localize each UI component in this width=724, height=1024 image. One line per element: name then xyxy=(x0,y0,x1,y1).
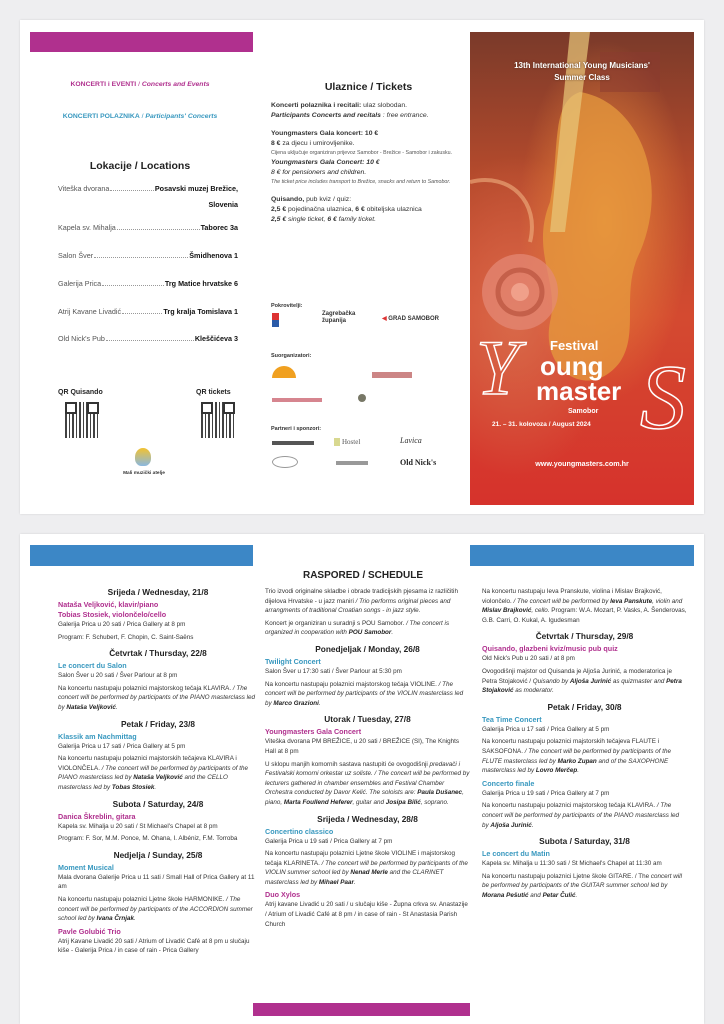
magenta-footer-bar xyxy=(253,1003,470,1016)
location-row xyxy=(58,279,238,288)
performer-name: Aljoša Jurinić xyxy=(569,677,612,685)
event-description xyxy=(265,737,470,756)
text-segment: Na koncertu nastupaju polaznici Ljetne škole GITARE. / The xyxy=(482,872,651,880)
event-description xyxy=(58,742,258,752)
performer-name: Nenad Merle xyxy=(350,869,388,877)
text-segment: predavači i Festivalski komorni orkestar uz soliste. / The concert will be performed by lecturers gathered in chamber ensembles and Festival Chamber Orchestra conducted by Davor Kelić. The soloists are: xyxy=(265,760,470,797)
text-segment: . xyxy=(531,821,534,829)
text-segment: / The concert will be performed by participants of the PIANO masterclass led by xyxy=(58,684,256,711)
coorganizer-logo-icon xyxy=(372,372,412,378)
location-address: Kleščićeva 3 xyxy=(194,334,238,343)
performer-name: Paula Dušanec xyxy=(417,789,463,797)
logo-script-y: Y xyxy=(476,324,520,411)
leader-dots xyxy=(102,285,164,286)
price: 6 € xyxy=(327,216,337,223)
text-segment: Galerija Prica u 19 sati / Prica Gallery at 7 pm xyxy=(265,837,393,845)
text-segment: Mala dvorana Galerije Prica u 11 sati / Small Hall of Prica Gallery at 11 am xyxy=(58,873,255,891)
event-description xyxy=(482,789,687,799)
qr-quisando-label: QR Quisando xyxy=(58,389,103,396)
qr-tickets-label: QR tickets xyxy=(196,389,231,396)
text-segment: Old Nick's Pub u 20 sati / at 8 pm xyxy=(482,655,575,663)
text-segment: Na koncertu nastupaju polaznici majstorskog tečaja KLAVIRA. xyxy=(58,684,233,692)
event-title: Le concert du Matin xyxy=(482,849,550,859)
day-heading: Petak / Friday, 23/8 xyxy=(120,718,196,729)
event-title: Le concert du Salon xyxy=(58,661,127,671)
cover-dates: 21. – 31. kolovoza / August 2024 xyxy=(492,421,591,428)
event-description xyxy=(58,684,258,713)
event-description xyxy=(482,737,687,775)
day-heading: Nedjelja / Sunday, 25/8 xyxy=(113,849,203,860)
price-text: obiteljska ulaznica xyxy=(364,206,422,213)
performer-name: Marco Grazioni xyxy=(273,699,319,707)
price-text: pojedinačna ulaznica, xyxy=(286,206,356,213)
text-segment: / The concert will be performed by participants of the ACCORDION summer school led by xyxy=(58,895,253,923)
hostel-logo: Hostel xyxy=(334,438,360,446)
day-heading: Četvrtak / Thursday, 22/8 xyxy=(109,648,207,659)
locations-title: Lokacije / Locations xyxy=(89,160,191,172)
event-description xyxy=(482,801,687,830)
old-nicks-logo: Old Nick's xyxy=(400,458,437,467)
text-segment: Program: F. Schubert, F. Chopin, C. Saint-Saëns xyxy=(58,633,194,641)
text-segment: and of the SAXOPHONE masterclass led by xyxy=(482,757,669,775)
event-description xyxy=(482,725,687,735)
cover-city: Samobor xyxy=(568,408,599,415)
location-name: Atrij Kavane Livadić xyxy=(58,307,122,316)
legend-participants-label: KONCERTI POLAZNIKA xyxy=(62,113,140,120)
event-title: Youngmasters Gala Concert xyxy=(265,727,362,737)
tickets-title: Ulaznice / Tickets xyxy=(324,81,413,93)
event-title: Nataša Veljković, klavir/piano xyxy=(58,600,159,609)
text-segment: , piano, xyxy=(265,789,464,806)
text-segment: Na koncertu nastupaju polaznici Ljetne škole VIOLINE i majstorskog tečaja KLARINETA. xyxy=(265,850,456,867)
text-segment: , guitar and xyxy=(352,798,386,806)
samobor-logo-icon: ◀ xyxy=(382,316,387,322)
text-segment: as quizmaster and xyxy=(611,677,667,685)
cover-panel xyxy=(470,32,694,505)
text-segment: and the CLARINET masterclass led by xyxy=(265,869,444,886)
event-description xyxy=(58,754,258,792)
location-row xyxy=(58,251,238,260)
text-segment: . xyxy=(575,891,578,899)
sponsors-patrons-label: Pokrovitelji: xyxy=(271,303,303,309)
day-heading: Srijeda / Wednesday, 28/8 xyxy=(317,813,418,824)
text-segment: Na koncertu nastupaju polaznici majstorskih tečajeva KLAVIRA i VIOLONČELA. xyxy=(58,755,237,772)
performer-name: Morana Pešutić xyxy=(482,891,529,899)
event-title: Klassik am Nachmittag xyxy=(58,731,137,741)
location-address: Posavski muzej Brežice, xyxy=(154,184,238,193)
grad-samobor-logo: GRAD SAMOBOR xyxy=(388,316,439,322)
day-heading: Petak / Friday, 30/8 xyxy=(547,701,622,712)
text-segment: . xyxy=(318,699,321,707)
performer-name: Marko Zupan xyxy=(557,757,597,765)
event-description xyxy=(265,587,470,616)
legend-participants: KONCERTI POLAZNIKA / Participants' Concerts xyxy=(62,113,218,120)
schedule-column-2 xyxy=(265,587,470,932)
text-segment: Na koncertu nastupaju polaznici Ljetne škole HARMONIKE. xyxy=(58,895,226,903)
cover-subtitle-line2: Summer Class xyxy=(554,73,610,82)
performer-name: Ivana Črnjak xyxy=(96,915,134,923)
event-title: Duo Xylos xyxy=(265,890,301,900)
text-segment: Galerija Prica u 17 sati / Prica Gallery at 5 pm xyxy=(58,742,186,750)
text-segment: / The concert is organized in cooperation with xyxy=(265,619,450,637)
text-segment: / The concert will be performed by participants of the VIOLIN summer school led by xyxy=(265,859,468,877)
schedule-title: RASPORED / SCHEDULE xyxy=(302,570,423,581)
text-segment: Viteška dvorana PM BREŽICE, u 20 sati / BREŽICE (SI), The Knights Hall at 8 pm xyxy=(265,738,459,755)
event-description xyxy=(265,837,470,847)
performer-name: Aljoša Jurinić xyxy=(490,821,532,829)
event-title: Tea Time Concert xyxy=(482,714,542,724)
location-name: Galerija Prica xyxy=(58,279,102,288)
qr-code-tickets[interactable] xyxy=(201,402,235,438)
location-name: Salon Šver xyxy=(58,251,94,260)
event-description xyxy=(58,671,258,681)
location-address-line2: Slovenia xyxy=(208,200,238,209)
price-text: family ticket. xyxy=(336,216,377,223)
leader-dots xyxy=(110,190,153,191)
coorganizer-logo-icon xyxy=(272,398,322,402)
text-segment: . xyxy=(133,915,136,923)
event-description xyxy=(58,834,258,844)
gala-price-en: Youngmasters Gala Concert: 10 € xyxy=(271,159,380,166)
location-address: Trg kralja Tomislava 1 xyxy=(163,307,238,316)
event-description xyxy=(265,849,470,887)
tickets-info xyxy=(271,101,466,225)
event-description xyxy=(58,620,258,630)
legend-events-label: KONCERTI i EVENTI xyxy=(70,81,137,88)
price: 2,5 € xyxy=(271,216,287,223)
event-title: Moment Musical xyxy=(58,862,114,872)
text-segment: Atrij kavane Livadić u 20 sati / u slučaju kiše - Župna crkva sv. Anastazije / Atrium of Livadić Café at 8 pm / in case of rain - St Anastasia Parish Church xyxy=(265,901,468,928)
text-segment: Quisando by xyxy=(532,677,570,685)
location-address: Taborec 3a xyxy=(200,223,238,232)
free-concerts-text: ulaz slobodan. xyxy=(361,102,408,109)
event-description xyxy=(265,619,470,638)
schedule-column-3 xyxy=(482,587,687,903)
magenta-header-bar xyxy=(30,32,253,52)
performer-name: Lovro Merčep xyxy=(535,767,578,775)
free-concerts-text-en: : free entrance. xyxy=(380,112,429,119)
sun-logo-icon xyxy=(272,366,296,378)
text-segment: / The concert will be performed by xyxy=(513,597,611,605)
blue-header-bar-left xyxy=(30,545,253,566)
leader-dots xyxy=(117,229,200,230)
text-segment: . xyxy=(115,703,118,711)
leader-dots xyxy=(94,257,188,258)
day-heading: Četvrtak / Thursday, 29/8 xyxy=(535,631,634,642)
event-description xyxy=(482,587,687,625)
performer-name: Mislav Brajković xyxy=(482,607,532,615)
gala-reduced-en: 8 € for pensioners and children. xyxy=(271,169,367,176)
event-title: Danica Škreblin, gitara xyxy=(58,811,136,821)
partner-logo-icon xyxy=(272,441,314,445)
text-segment: . xyxy=(391,629,394,637)
event-description xyxy=(265,900,470,929)
coorganizers-label: Suorganizatori: xyxy=(271,353,312,359)
quisando-label: Quisando, xyxy=(271,196,305,203)
event-title: Twilight Concert xyxy=(265,656,321,666)
event-description xyxy=(265,667,470,677)
location-name: Kapela sv. Mihalja xyxy=(58,223,116,232)
text-segment: as moderator. xyxy=(513,687,554,695)
text-segment: U sklopu manjih komornih sastava nastupiti će ovogodišnji xyxy=(265,760,430,768)
schedule-column-1 xyxy=(58,587,258,959)
text-segment: Na koncertu nastupaju polaznici majstorskih tečajeva FLAUTE i SAKSOFONA. xyxy=(482,738,660,755)
text-segment: . xyxy=(577,767,579,775)
event-description xyxy=(482,859,687,869)
text-segment: Galerija Prica u 20 sati / Prica Gallery at 8 pm xyxy=(58,621,186,628)
cover-subtitle-line1: 13th International Young Musicians' xyxy=(514,61,650,70)
performer-name: Petar Čulić xyxy=(542,891,576,899)
partners-label: Partneri i sponzori: xyxy=(271,426,322,432)
text-segment: / The concert will be performed by participants of the PIANO masterclass led by xyxy=(482,802,680,829)
text-segment: Salon Šver u 17:30 sati / Šver Parlour at 5:30 pm xyxy=(265,667,402,675)
event-description xyxy=(58,633,258,643)
performer-name: Josipa Bilić xyxy=(385,798,421,806)
text-segment: Kapela sv. Mihalja u 20 sati / St Michael's Chapel at 8 pm xyxy=(58,822,218,830)
brochure-outer-side xyxy=(20,20,704,514)
gala-reduced-text: za djecu i umirovljenike. xyxy=(280,140,355,147)
event-title: Concerto finale xyxy=(482,778,535,788)
event-description xyxy=(58,822,258,832)
text-segment: Atrij Kavane Livadić 20 sati / Atrium of Livadić Café at 8 pm u slučaju kiše - Galerija Prica / in case of rain - Prica Gallery xyxy=(58,937,250,955)
day-heading: Srijeda / Wednesday, 21/8 xyxy=(107,587,209,597)
day-heading: Subota / Saturday, 31/8 xyxy=(539,836,630,847)
event-title: Quisando, glazbeni kviz/music pub quiz xyxy=(482,644,618,654)
text-segment: and the CELLO masterclass led by xyxy=(58,774,228,791)
performer-name: Tobas Stosiek xyxy=(111,783,155,791)
text-segment: Kapela sv. Mihalja u 11:30 sati / St Michael's Chapel at 11:30 am xyxy=(482,860,662,868)
quisando-text: pub kviz / quiz: xyxy=(304,196,352,203)
mali-muzicki-atelje-logo-icon xyxy=(135,448,151,466)
website-link[interactable]: www.youngmasters.com.hr xyxy=(535,459,629,468)
brochure-inner-side xyxy=(20,534,704,1024)
event-title: Pavle Golubić Trio xyxy=(58,926,121,936)
text-segment: , cello. xyxy=(531,607,550,615)
lavica-logo: Lavica xyxy=(400,436,422,445)
text-segment: Na koncertu nastupaju Ieva Pranskute, violina i Mislav Brajković, violončelo. xyxy=(482,588,662,605)
event-description xyxy=(482,667,687,696)
day-heading: Utorak / Tuesday, 27/8 xyxy=(324,714,411,725)
performer-name: Petra Stojaković xyxy=(482,677,682,695)
partner-logo-icon xyxy=(336,461,368,465)
event-description xyxy=(58,937,258,956)
blue-header-bar-right xyxy=(470,545,694,566)
text-segment: Program: W.A. Mozart, P. Vasks, A. Šenderovas, G.B. Carri, O. Kukal, A. Igudesman xyxy=(482,607,687,624)
location-address: Šmidhenova 1 xyxy=(189,251,238,260)
text-segment: Na koncertu nastupaju polaznici majstorskog tečaja VIOLINE. xyxy=(265,680,439,688)
price-text: single ticket, xyxy=(286,216,328,223)
performer-name: Marta Foullend Heferer xyxy=(283,798,353,806)
free-concerts-label: Koncerti polaznika i recitali: xyxy=(271,102,362,109)
logo-master: master xyxy=(536,376,622,406)
text-segment: Na koncertu nastupaju polaznici majstorskog tečaja KLAVIRA. xyxy=(482,802,657,810)
performer-name: Mihael Paar xyxy=(318,878,354,886)
text-segment: / Trio performs original pieces and arrangments of traditional Croatian songs - in jazz style. xyxy=(265,597,451,615)
gala-price: Youngmasters Gala koncert: 10 € xyxy=(271,130,379,137)
leader-dots xyxy=(122,313,162,314)
day-heading: Subota / Saturday, 24/8 xyxy=(112,798,204,809)
text-segment: / The concert will be performed by participants of the VIOLIN masterclass led by xyxy=(265,680,464,707)
event-description xyxy=(482,872,687,901)
price: 6 € xyxy=(355,206,365,213)
free-concerts-label-en: Participants Concerts and recitals xyxy=(271,112,381,119)
event-description xyxy=(58,873,258,892)
event-description xyxy=(482,654,687,664)
location-name: Viteška dvorana xyxy=(58,184,110,193)
gala-note-en: The ticket price includes transport to Brežice, snacks and return to Samobor. xyxy=(271,179,451,185)
text-segment: Trio izvodi originalne skladbe i obrade tradicijskih pjesama iz različitih dijelova Hrvatske - u jazz maniri xyxy=(265,588,458,605)
gala-reduced-price: 8 € xyxy=(271,140,281,147)
text-segment: Ovogodišnji majstor od Quisanda je Aljoša Jurinić, a moderatorica je Petra Stojaković / xyxy=(482,667,673,685)
event-description xyxy=(265,680,470,709)
logo-script-s: S xyxy=(640,346,686,448)
legend-events: KONCERTI i EVENTI / Concerts and Events xyxy=(70,81,210,88)
partner-logo-icon xyxy=(272,456,298,468)
event-title: Concertino classico xyxy=(265,826,334,836)
gala-note: Cijena uključuje organiziran prijevoz Samobor - Brežice - Samobor i zakusku. xyxy=(271,150,453,156)
text-segment: Galerija Prica u 17 sati / Prica Gallery at 5 pm xyxy=(482,725,610,733)
text-segment: Koncert je organiziran u suradnji s POU Samobor. xyxy=(265,619,407,627)
event-description xyxy=(265,760,470,808)
legend-participants-en: Participants' Concerts xyxy=(145,113,218,120)
text-segment: and xyxy=(528,891,543,899)
performer-name: POU Samobor xyxy=(348,629,392,637)
text-segment: Salon Šver u 20 sati / Šver Parlour at 8 pm xyxy=(58,672,178,680)
legend-events-en: Concerts and Events xyxy=(141,81,210,88)
text-segment: / The concert will be performed by participants of the PIANO masterclass led by xyxy=(58,764,249,782)
performer-name: Nataša Veljković xyxy=(66,703,116,711)
event-description xyxy=(58,895,258,924)
event-title: Tobias Stosiek, violončelo/cello xyxy=(58,610,167,619)
performer-name: Nataša Veljković xyxy=(133,774,183,782)
text-segment: concert will be performed by participants of the GUITAR summer school led by xyxy=(482,872,682,890)
location-row xyxy=(58,223,238,232)
zagrebacka-zupanija-logo: Zagrebačka županija xyxy=(322,311,356,324)
text-segment: Program: F. Sor, M.M. Ponce, M. Ohana, I. Albéniz, F.M. Torroba xyxy=(58,835,238,843)
performer-name: Ieva Panskute xyxy=(610,597,653,605)
text-segment: . xyxy=(353,878,356,886)
text-segment: , soprano. xyxy=(420,798,449,806)
qr-code-quisando[interactable] xyxy=(65,402,99,438)
location-row xyxy=(58,334,238,343)
day-heading: Ponedjeljak / Monday, 26/8 xyxy=(315,643,420,654)
atelje-label: Mali muzički atelje xyxy=(123,471,165,476)
location-row xyxy=(58,184,238,193)
text-segment: . xyxy=(154,783,157,791)
location-address: Trg Matice hrvatske 6 xyxy=(164,279,238,288)
text-segment: , violin and xyxy=(652,597,683,605)
location-row xyxy=(58,307,238,316)
choir-logo-icon xyxy=(358,394,366,402)
logo-oung: oung xyxy=(540,351,604,381)
location-name: Old Nick's Pub xyxy=(58,334,105,343)
cover-subtitle xyxy=(470,60,694,84)
text-segment: Galerija Prica u 19 sati / Prica Gallery at 7 pm xyxy=(482,789,610,797)
logo-festival: Festival xyxy=(550,338,599,353)
price: 2,5 € xyxy=(271,206,287,213)
text-segment: / The concert will be performed by participants of the FLUTE masterclass led by xyxy=(482,747,672,765)
ministry-logo-icon xyxy=(272,313,279,327)
leader-dots xyxy=(106,340,194,341)
